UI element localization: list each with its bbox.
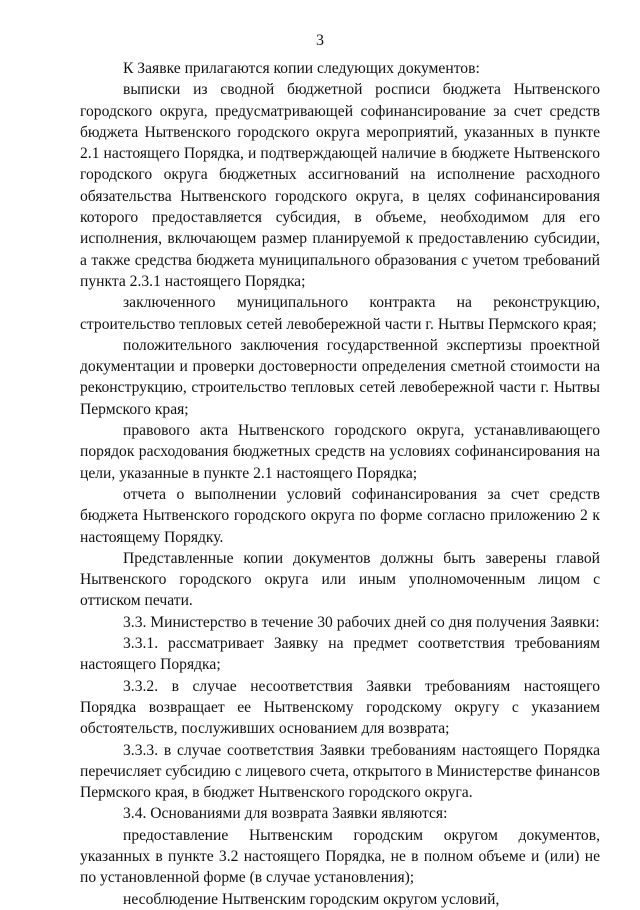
paragraph: Представленные копии документов должны быть заверены главой Нытвенского городского округа или иным уполномоченным лицом с оттиском печати.: [80, 549, 600, 610]
paragraph: отчета о выполнении условий софинансирования за счет средств бюджета Нытвенского городского округа по форме согласно приложению 2 к настоящему Порядку.: [80, 485, 600, 546]
paragraph: заключенного муниципального контракта на реконструкцию, строительство тепловых сетей левобережной части г. Нытвы Пермского края;: [80, 294, 600, 333]
paragraph: выписки из сводной бюджетной росписи бюджета Нытвенского городского округа, предусматривающей софинансирование за счет средств бюджета Нытвенского городского округа мероприятий, указанных в пункте 2.1 настоящего Порядка, и подтверждающей наличие в бюджете Нытвенского городского округа бюджетных ассигнований на исполнение расходного обязательства Нытвенского городского округа, в целях софинансирования которого предоставляется субсидия, в объеме, необходимом для его исполнения, включающем размер планируемой к предоставлению субсидии, а также средства бюджета муниципального образования с учетом требований пункта 2.3.1 настоящего Порядка;: [80, 81, 600, 290]
paragraph: предоставление Нытвенским городским округом документов, указанных в пункте 3.2 настоящего Порядка, не в полном объеме и (или) не по установленной форме (в случае установления);: [80, 826, 600, 887]
paragraph: К Заявке прилагаются копии следующих документов:: [123, 60, 480, 77]
paragraph: 3.4. Основаниями для возврата Заявки являются:: [123, 805, 448, 823]
document-body: [80, 58, 600, 910]
page-number: 3: [316, 32, 324, 49]
paragraph: несоблюдение Нытвенским городским округом условий,: [123, 890, 500, 908]
paragraph: правового акта Нытвенского городского округа, устанавливающего порядок расходования бюджетных средств на условиях софинансирования на цели, указанные в пункте 2.1 настоящего Порядка;: [80, 422, 600, 482]
paragraph: 3.3.3. в случае соответствия Заявки требованиям настоящего Порядка перечисляет субсидию с лицевого счета, открытого в Министерстве финансов Пермского края, в бюджет Нытвенского городского округа.: [80, 741, 600, 802]
paragraph: 3.3. Министерство в течение 30 рабочих дней со дня получения Заявки:: [123, 613, 600, 631]
paragraph: 3.3.1. рассматривает Заявку на предмет соответствия требованиям настоящего Порядка;: [80, 635, 600, 674]
paragraph: 3.3.2. в случае несоответствия Заявки требованиям настоящего Порядка возвращает ее Нытвенскому городскому округу с указанием обстоятельств, послуживших основанием для возврата;: [80, 677, 600, 738]
paragraph: положительного заключения государственной экспертизы проектной документации и проверки достоверности определения сметной стоимости на реконструкцию, строительство тепловых сетей левобережной части г. Нытвы Пермского края;: [80, 336, 600, 418]
